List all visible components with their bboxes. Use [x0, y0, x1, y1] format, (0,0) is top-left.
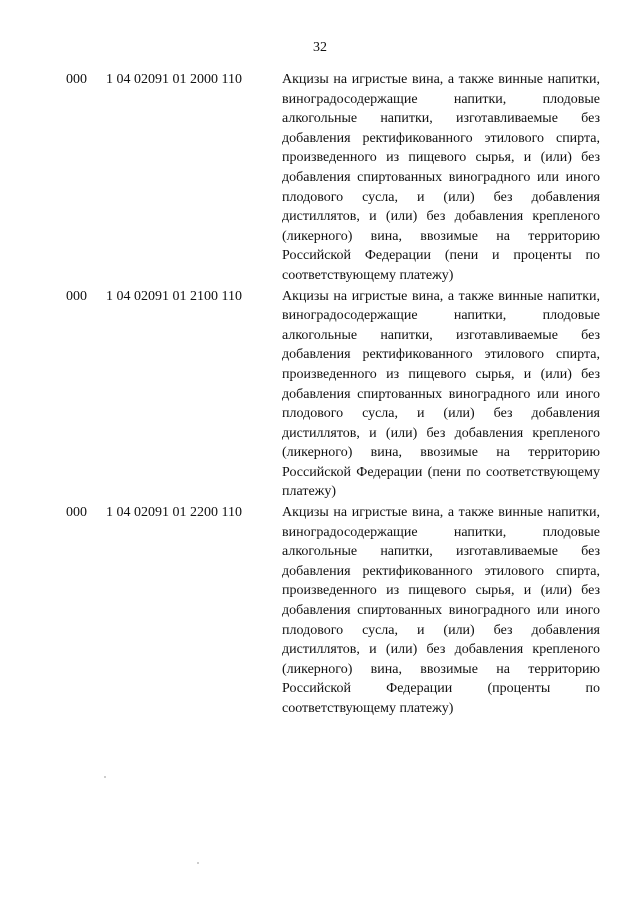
- budget-classification-code: 1 04 02091 01 2100 110: [106, 288, 242, 304]
- scan-artifact: [104, 776, 106, 778]
- revenue-description: Акцизы на игристые вина, а также винные напитки, виноградосодержащие напитки, плодовые алкогольные напитки, изготавливаемые без добавления ректификованного этилового спирта, произведенного из пищевого сырья, и (или) без добавления спиртованных виноградного или иного плодового сусла, и (или) без добавления дистиллятов, и (или) без добавления крепленого (ликерного) вина, ввозимые на территорию Российской Федерации (пени по соответствующему платежу): [282, 288, 600, 500]
- budget-classification-code: 1 04 02091 01 2000 110: [106, 72, 242, 87]
- administrator-code: 000: [66, 288, 87, 304]
- list-item: [0, 70, 640, 286]
- page-number: 32: [313, 40, 327, 55]
- revenue-description: Акцизы на игристые вина, а также винные напитки, виноградосодержащие напитки, плодовые алкогольные напитки, изготавливаемые без добавления ректификованного этилового спирта, произведенного из пищевого сырья, и (или) без добавления спиртованных виноградного или иного плодового сусла, и (или) без добавления дистиллятов, и (или) без добавления крепленого (ликерного) вина, ввозимые на территорию Российской Федерации (проценты по соответствующему платежу): [282, 505, 600, 716]
- list-item: [0, 503, 640, 719]
- revenue-description: Акцизы на игристые вина, а также винные напитки, виноградосодержащие напитки, плодовые алкогольные напитки, изготавливаемые без добавления ректификованного этилового спирта, произведенного из пищевого сырья, и (или) без добавления спиртованных виноградного или иного плодового сусла, и (или) без добавления дистиллятов, и (или) без добавления крепленого (ликерного) вина, ввозимые на территорию Российской Федерации (пени и проценты по соответствующему платежу): [282, 72, 600, 283]
- scan-artifact: [197, 862, 199, 864]
- budget-classification-code: 1 04 02091 01 2200 110: [106, 505, 242, 521]
- administrator-code: 000: [66, 505, 87, 521]
- budget-classification-list: [0, 70, 640, 720]
- list-item: [0, 287, 640, 503]
- administrator-code: 000: [66, 72, 87, 87]
